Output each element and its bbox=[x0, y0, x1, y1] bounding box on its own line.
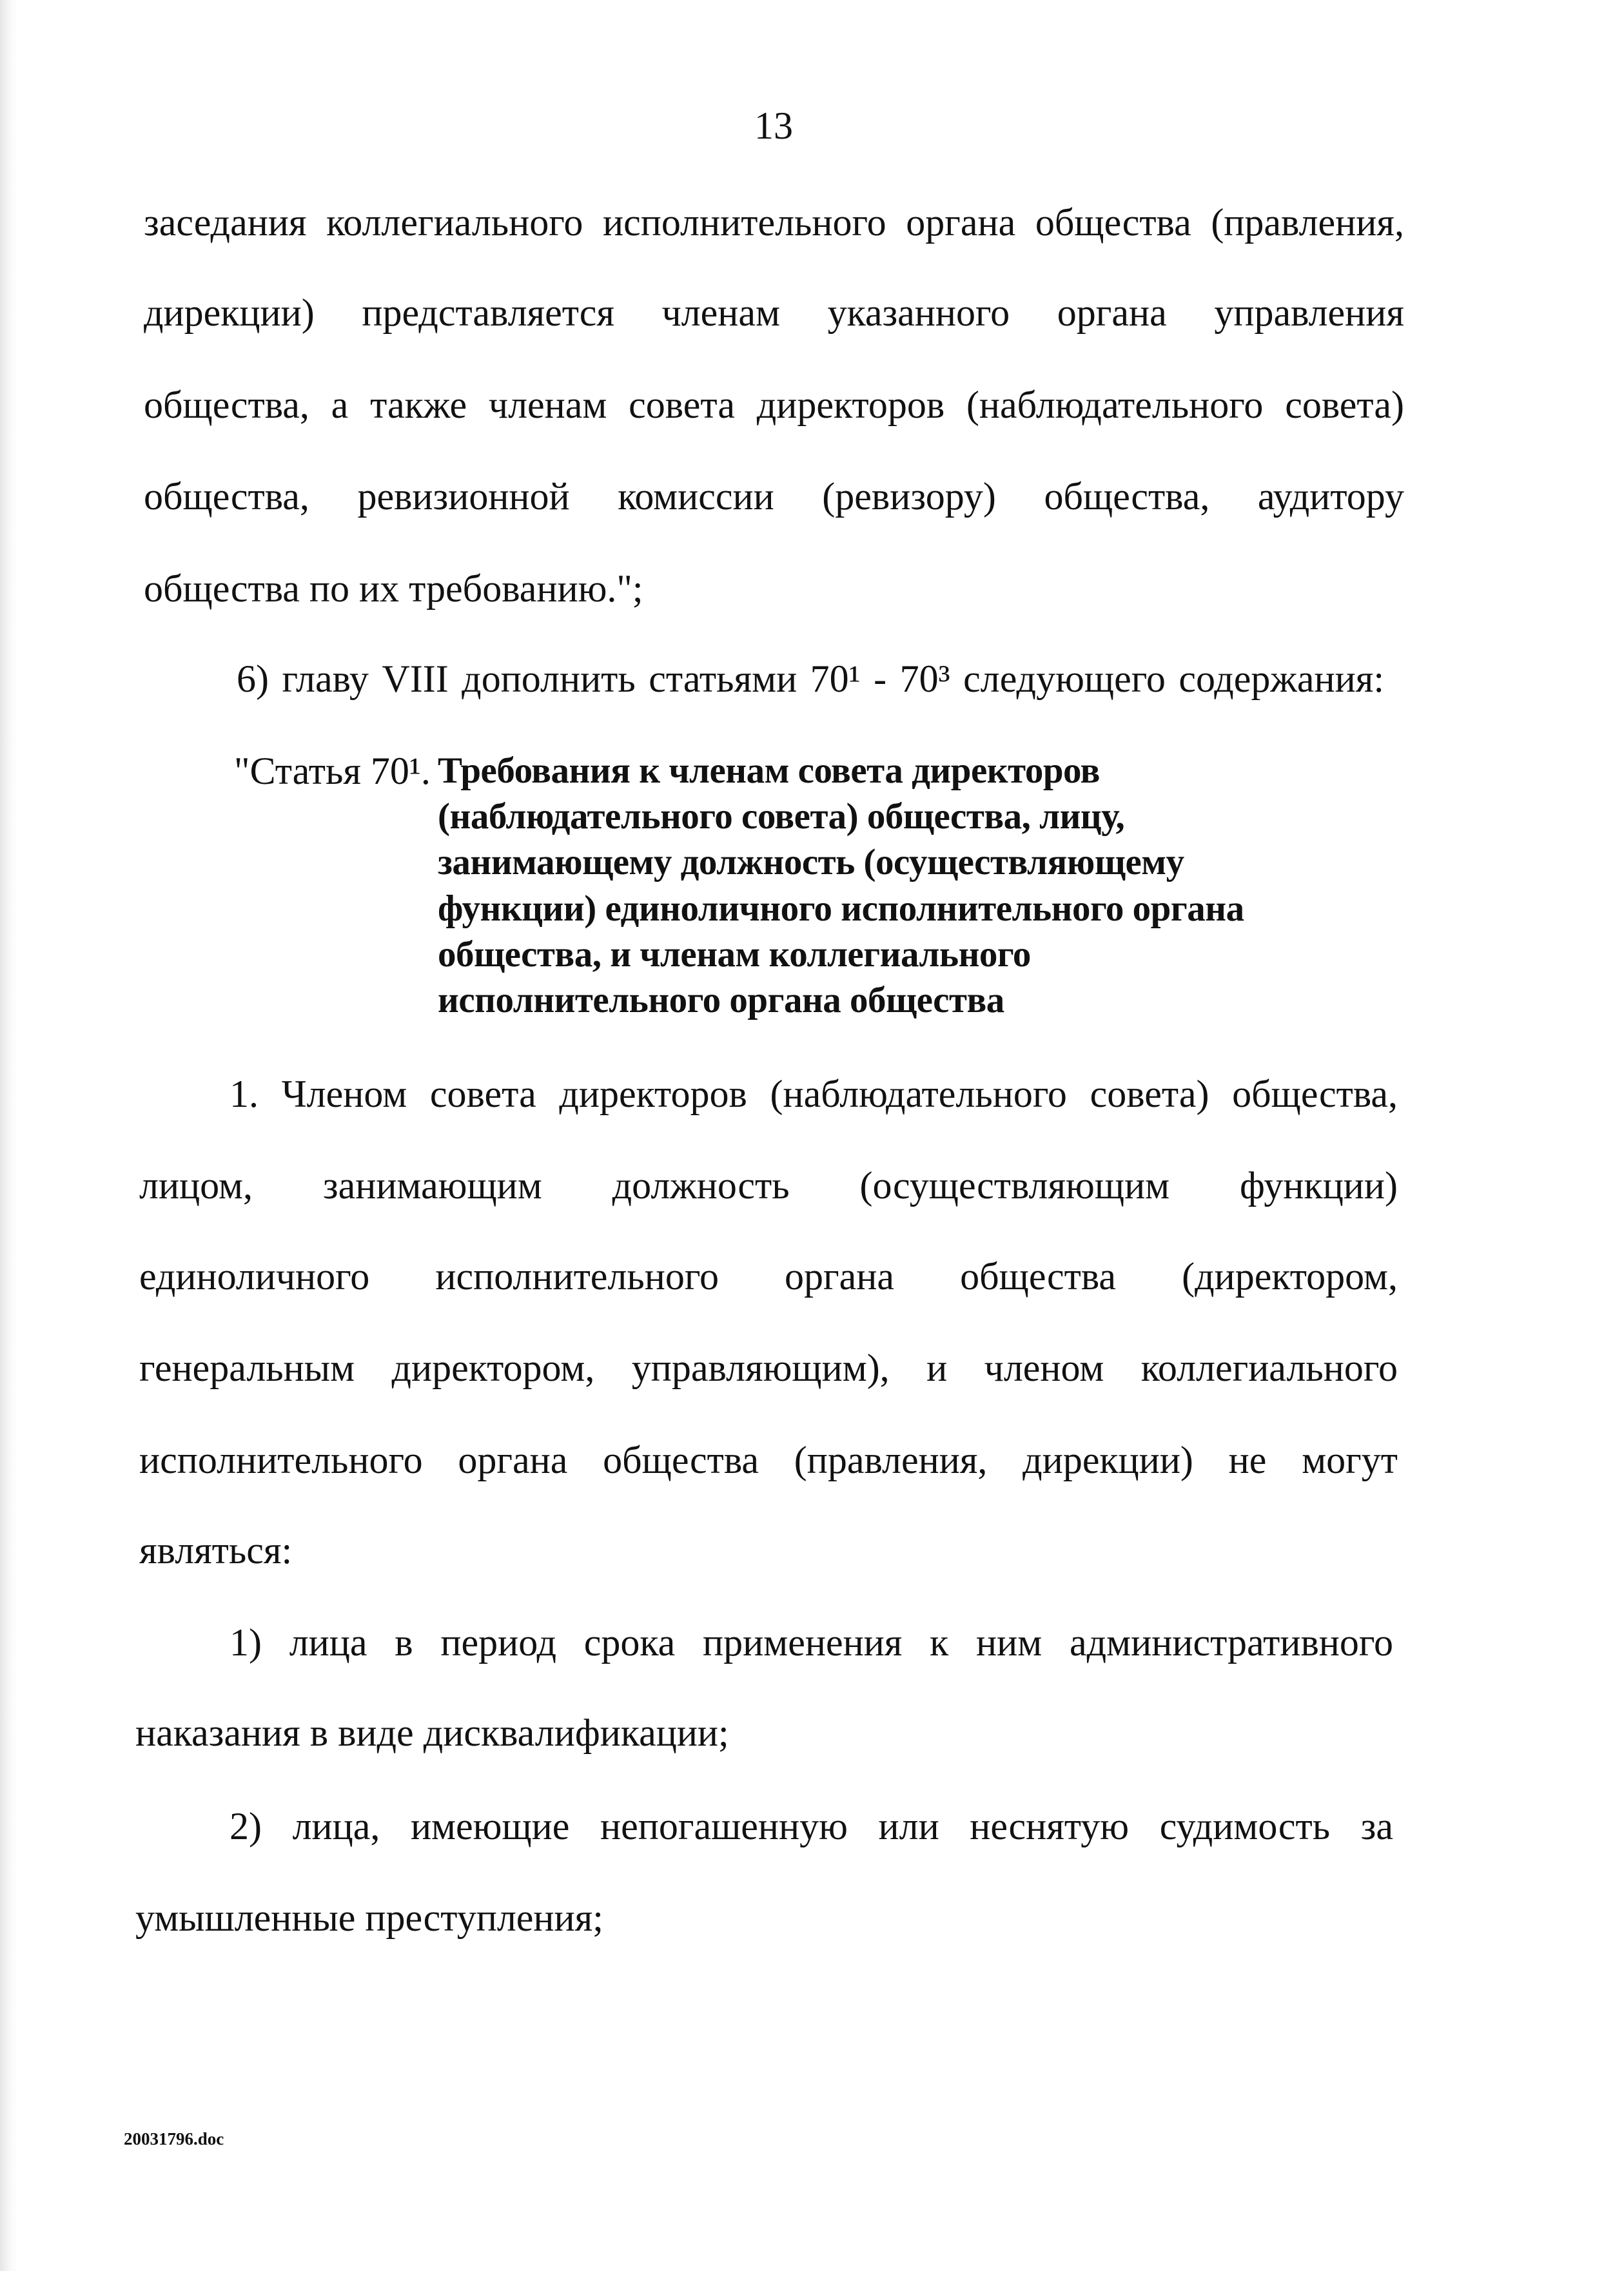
text-line: 1. Членом совета директоров (наблюдательного совета) общества, bbox=[230, 1073, 1398, 1115]
scan-edge bbox=[0, 0, 18, 2271]
text-line: 2) лица, имеющие непогашенную или неснятую судимость за bbox=[230, 1805, 1393, 1847]
text-line: 1) лица в период срока применения к ним административного bbox=[230, 1621, 1393, 1664]
text-line: дирекции) представляется членам указанного органа управления bbox=[144, 291, 1404, 334]
footer-filename: 20031796.doc bbox=[124, 2129, 224, 2149]
amendment-line: 6) главу VIII дополнить статьями 70¹ - 70³ следующего содержания: bbox=[237, 658, 1384, 700]
text-line: общества, ревизионной комиссии (ревизору) общества, аудитору bbox=[144, 475, 1404, 518]
page-number: 13 bbox=[754, 104, 793, 147]
text-line: общества, а также членам совета директоров (наблюдательного совета) bbox=[144, 384, 1404, 426]
article-label: "Статья 70¹. bbox=[234, 750, 431, 792]
text-line: лицом, занимающим должность (осуществляющим функции) bbox=[139, 1164, 1398, 1207]
article-title-line: (наблюдательного совета) общества, лицу, bbox=[438, 796, 1125, 837]
article-title-line: функции) единоличного исполнительного органа bbox=[438, 888, 1244, 929]
text-line: являться: bbox=[139, 1529, 293, 1572]
article-title-line: общества, и членам коллегиального bbox=[438, 934, 1031, 975]
article-title-line: исполнительного органа общества bbox=[438, 980, 1004, 1020]
text-line: наказания в виде дисквалификации; bbox=[135, 1711, 729, 1754]
text-line: генеральным директором, управляющим), и членом коллегиального bbox=[139, 1347, 1398, 1389]
text-line: заседания коллегиального исполнительного органа общества (правления, bbox=[144, 201, 1404, 244]
text-line: общества по их требованию."; bbox=[144, 567, 643, 610]
text-line: умышленные преступления; bbox=[135, 1896, 603, 1939]
article-title-line: занимающему должность (осуществляющему bbox=[438, 842, 1184, 882]
text-line: исполнительного органа общества (правления, дирекции) не могут bbox=[139, 1439, 1398, 1481]
text-line: единоличного исполнительного органа общества (директором, bbox=[139, 1255, 1398, 1298]
article-title-line: Требования к членам совета директоров bbox=[438, 750, 1100, 791]
